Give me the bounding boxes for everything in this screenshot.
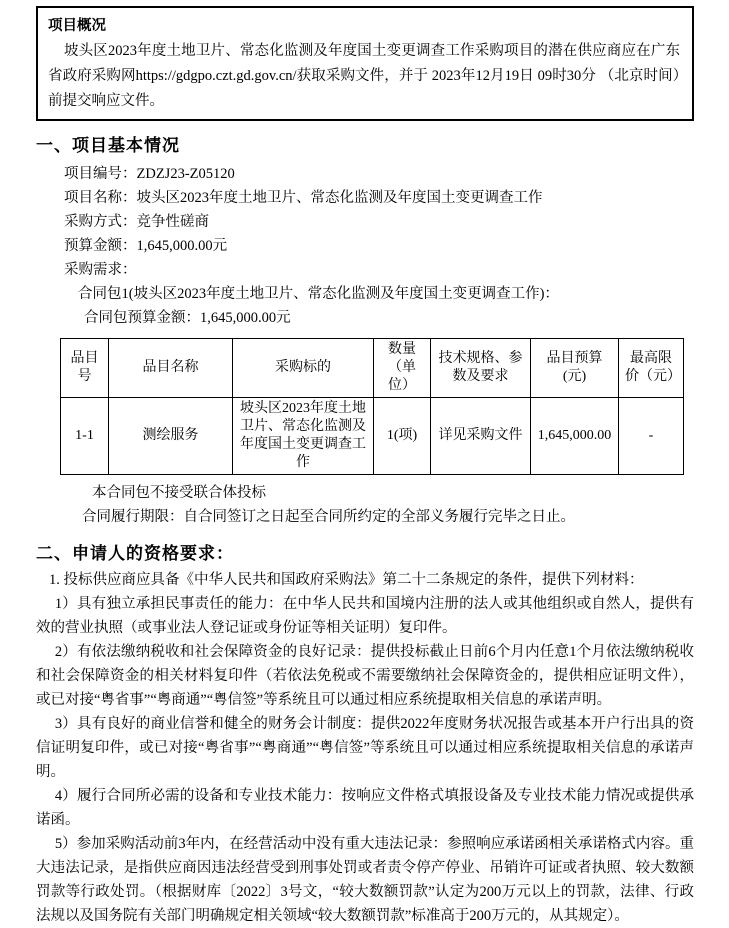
header-item-no: 品目号 bbox=[61, 339, 109, 398]
field-procurement-demand: 采购需求： bbox=[64, 262, 137, 278]
qualification-item-2: 2）有依法缴纳税收和社会保障资金的良好记录：提供投标截止日前6个月内任意1个月依法缴纳税收和社会保障资金的相关材料复印件（若依法免税或不需要缴纳社会保障资金的，提供相应证明文件），或已对接“粤省事”“粤商通”“粤信签”等系统且可以通过相应系统提取相关信息的承诺声明。 bbox=[36, 644, 694, 708]
contract-package-line: 合同包1(坡头区2023年度土地卫片、常态化监测及年度国土变更调查工作)： bbox=[78, 286, 559, 302]
field-procurement-method: 采购方式：竞争性磋商 bbox=[64, 214, 209, 230]
field-project-number: 项目编号：ZDZJ23-Z05120 bbox=[64, 166, 235, 182]
qualification-item-4: 4）履行合同所必需的设备和专业技术能力：按响应文件格式填报设备及专业技术能力情况或提供承诺函。 bbox=[36, 788, 694, 828]
section1-heading: 一、项目基本情况 bbox=[36, 136, 180, 155]
cell-procurement-object: 坡头区2023年度土地卫片、常态化监测及年度国土变更调查工作 bbox=[233, 398, 374, 475]
table-header-row bbox=[61, 339, 684, 398]
table-row bbox=[61, 398, 684, 475]
overview-paragraph: 坡头区2023年度土地卫片、常态化监测及年度国土变更调查工作采购项目的潜在供应商应在广东省政府采购网https://gdgpo.czt.gd.gov.cn/获取采购文件，并于 2023年12月19日 09时30分 （北京时间）前提交响应文件。 bbox=[48, 43, 680, 109]
header-procurement-object: 采购标的 bbox=[233, 339, 374, 398]
cell-item-no: 1-1 bbox=[61, 398, 109, 475]
note-no-consortium: 本合同包不接受联合体投标 bbox=[92, 485, 266, 501]
header-item-budget: 品目预算(元) bbox=[531, 339, 619, 398]
qualification-item-1: 1）具有独立承担民事责任的能力：在中华人民共和国境内注册的法人或其他组织或自然人，提供有效的营业执照（或事业法人登记证或身份证等相关证明）复印件。 bbox=[36, 596, 694, 636]
cell-quantity-unit: 1(项) bbox=[374, 398, 431, 475]
items-table bbox=[60, 338, 684, 475]
qualification-item-3: 3）具有良好的商业信誉和健全的财务会计制度：提供2022年度财务状况报告或基本开户行出具的资信证明复印件，或已对接“粤省事”“粤商通”“粤信签”等系统且可以通过相应系统提取相关信息的承诺声明。 bbox=[36, 716, 694, 780]
contract-budget-line: 合同包预算金额：1,645,000.00元 bbox=[84, 310, 291, 326]
qualification-item-5: 5）参加采购活动前3年内，在经营活动中没有重大违法记录：参照响应承诺函相关承诺格式内容。重大违法记录，是指供应商因违法经营受到刑事处罚或者责令停产停业、吊销许可证或者执照、较大数额罚款等行政处罚。（根据财库〔2022〕3号文，“较大数额罚款”认定为200万元以上的罚款，法律、行政法规以及国务院有关部门明确规定相关领域“较大数额罚款”标准高于200万元的，从其规定）。 bbox=[36, 836, 694, 924]
header-tech-specs: 技术规格、参数及要求 bbox=[431, 339, 531, 398]
header-quantity-unit: 数量（单位） bbox=[374, 339, 431, 398]
header-item-name: 品目名称 bbox=[109, 339, 233, 398]
cell-item-name: 测绘服务 bbox=[109, 398, 233, 475]
project-overview-box bbox=[36, 6, 694, 121]
qualification-intro: 1. 投标供应商应具备《中华人民共和国政府采购法》第二十二条规定的条件，提供下列材料： bbox=[49, 572, 644, 588]
field-project-name: 项目名称：坡头区2023年度土地卫片、常态化监测及年度国土变更调查工作 bbox=[64, 190, 543, 206]
overview-title: 项目概况 bbox=[48, 18, 106, 34]
header-max-price: 最高限价（元） bbox=[619, 339, 684, 398]
cell-max-price: - bbox=[619, 398, 684, 475]
section2-heading: 二、申请人的资格要求： bbox=[36, 544, 234, 563]
field-budget-amount: 预算金额：1,645,000.00元 bbox=[64, 238, 228, 254]
note-contract-period: 合同履行期限：自合同签订之日起至合同所约定的全部义务履行完毕之日止。 bbox=[82, 509, 575, 525]
cell-item-budget: 1,645,000.00 bbox=[531, 398, 619, 475]
cell-tech-specs: 详见采购文件 bbox=[431, 398, 531, 475]
